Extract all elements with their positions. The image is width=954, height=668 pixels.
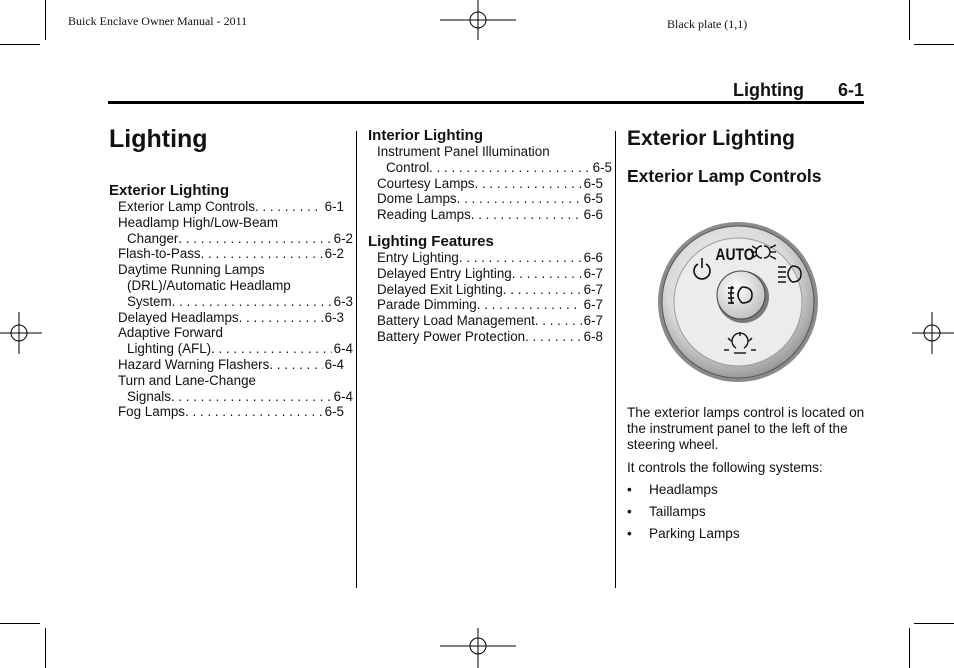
header-rule [108, 101, 864, 104]
toc-entry-text: System [127, 293, 172, 309]
toc-entry [118, 310, 344, 326]
toc-leader-dots [512, 266, 582, 282]
toc-list-features [377, 250, 603, 345]
toc-leader-dots [239, 310, 323, 326]
toc-entry [377, 329, 603, 345]
toc-entry-page: 6-3 [333, 293, 353, 309]
toc-leader-dots [535, 313, 582, 329]
toc-entry-text: Reading Lamps [377, 207, 471, 223]
toc-entry-text: Parade Dimming [377, 297, 477, 313]
bullet-item [627, 482, 867, 497]
toc-entry-text: Instrument Panel Illumination [377, 144, 550, 159]
toc-entry-text: Changer [127, 230, 179, 246]
toc-entry-text: Fog Lamps [118, 404, 185, 420]
toc-entry-page: 6-1 [324, 199, 344, 214]
toc-entry-text: Courtesy Lamps [377, 175, 475, 191]
toc-entry-text: Exterior Lamp Controls [118, 199, 255, 214]
toc-entry [118, 231, 353, 247]
toc-entry [377, 282, 603, 298]
toc-entry [118, 357, 344, 373]
toc-leader-dots [459, 250, 582, 266]
toc-entry [118, 373, 344, 389]
bullet-item [627, 504, 867, 519]
toc-entry-page: 6-5 [324, 404, 344, 420]
toc-entry [377, 313, 603, 329]
toc-entry-text: Flash-to-Pass [118, 246, 201, 262]
toc-entry-page: 6-6 [583, 250, 603, 265]
toc-entry-page: 6-7 [583, 265, 603, 281]
toc-entry-page: 6-5 [583, 175, 603, 191]
toc-entry [377, 297, 603, 313]
toc-entry-text: Delayed Exit Lighting [377, 281, 503, 297]
toc-entry-page: 6-4 [324, 356, 344, 372]
paragraph-location: The exterior lamps control is located on the instrument panel to the left of the steering wheel. [627, 405, 865, 452]
toc-entry-page: 6-5 [583, 191, 603, 207]
toc-entry-page: 6-6 [583, 207, 603, 223]
toc-entry-page: 6-7 [583, 297, 603, 313]
toc-entry [118, 246, 344, 262]
toc-entry-text: Adaptive Forward [118, 325, 223, 341]
toc-entry-page: 6-4 [333, 341, 353, 357]
registration-target-top [440, 0, 516, 40]
toc-entry-text: Turn and Lane-Change [118, 372, 256, 388]
toc-entry-text: Delayed Entry Lighting [377, 265, 512, 281]
toc-leader-dots [201, 246, 323, 262]
crop-mark [909, 628, 910, 668]
toc-entry [118, 404, 344, 420]
toc-entry-text: Dome Lamps [377, 191, 457, 207]
column-divider [356, 131, 357, 588]
crop-mark [0, 623, 40, 624]
toc-leader-dots [429, 160, 590, 176]
toc-entry [118, 262, 344, 278]
toc-entry-text: Delayed Headlamps [118, 309, 239, 325]
toc-entry-page: 6-3 [324, 309, 344, 325]
section-heading: Exterior Lighting [627, 127, 795, 150]
toc-entry [118, 341, 353, 357]
toc-leader-dots [178, 231, 331, 247]
toc-leader-dots [269, 357, 322, 373]
crop-mark [914, 44, 954, 45]
toc-entry [377, 207, 603, 223]
toc-list-exterior [118, 199, 353, 420]
registration-target-left [0, 312, 42, 354]
toc-entry-page: 6-7 [583, 313, 603, 329]
toc-leader-dots [525, 329, 582, 345]
toc-section-interior: Interior Lighting [368, 127, 483, 144]
toc-entry-text: Signals [127, 388, 171, 404]
toc-entry [377, 266, 603, 282]
toc-entry-page: 6-4 [333, 388, 353, 404]
bullet-dot: • [627, 482, 632, 497]
toc-entry-page: 6-5 [592, 159, 612, 175]
toc-entry [118, 199, 344, 215]
toc-entry-page: 6-8 [583, 328, 603, 344]
toc-leader-dots [172, 294, 332, 310]
bullet-text: Parking Lamps [649, 526, 740, 541]
toc-section-features: Lighting Features [368, 233, 494, 250]
column-divider [615, 131, 616, 588]
toc-entry [118, 389, 353, 405]
toc-entry [118, 278, 353, 294]
toc-entry-page: 6-2 [324, 246, 344, 262]
toc-leader-dots [185, 404, 323, 420]
crop-mark [0, 44, 40, 45]
bullet-text: Taillamps [649, 504, 706, 519]
toc-section-exterior: Exterior Lighting [109, 182, 229, 199]
subsection-heading: Exterior Lamp Controls [627, 166, 822, 186]
toc-entry [118, 215, 344, 231]
toc-entry-text: Daytime Running Lamps [118, 262, 265, 278]
running-head-title: Lighting [733, 80, 804, 100]
toc-list-interior [377, 144, 612, 223]
crop-mark [45, 628, 46, 668]
toc-entry [377, 191, 603, 207]
auto-label: AUTO [715, 245, 755, 265]
running-head-page: 6-1 [838, 80, 865, 100]
toc-entry-page: 6-2 [333, 230, 353, 246]
toc-entry-text: (DRL)/Automatic Headlamp [127, 277, 291, 293]
toc-entry-text: Control [386, 159, 430, 175]
toc-entry [377, 176, 603, 192]
toc-entry-page: 6-7 [583, 281, 603, 297]
toc-leader-dots [171, 389, 332, 405]
bullet-text: Headlamps [649, 482, 718, 497]
toc-entry-text: Headlamp High/Low-Beam [118, 214, 279, 230]
chapter-title: Lighting [109, 125, 208, 153]
toc-leader-dots [471, 207, 582, 223]
crop-mark [914, 623, 954, 624]
toc-entry-text: Entry Lighting [377, 250, 459, 265]
toc-leader-dots [477, 297, 582, 313]
bullet-list [627, 482, 867, 548]
toc-leader-dots [475, 176, 582, 192]
toc-entry-text: Battery Load Management [377, 313, 535, 329]
toc-entry-text: Lighting (AFL) [127, 341, 212, 357]
print-header-left: Buick Enclave Owner Manual - 2011 [68, 14, 248, 28]
toc-leader-dots [255, 199, 323, 215]
crop-mark [45, 0, 46, 40]
bullet-item [627, 526, 867, 541]
toc-entry [377, 144, 603, 160]
bullet-dot: • [627, 504, 632, 519]
toc-leader-dots [457, 191, 582, 207]
toc-leader-dots [503, 282, 582, 298]
print-header-right: Black plate (1,1) [667, 17, 748, 31]
exterior-lamp-control-figure [658, 218, 818, 388]
registration-target-right [912, 312, 954, 354]
toc-entry [118, 325, 344, 341]
toc-entry [377, 160, 612, 176]
toc-entry [118, 294, 353, 310]
paragraph-systems: It controls the following systems: [627, 460, 823, 475]
bullet-dot: • [627, 526, 632, 541]
toc-leader-dots [211, 341, 332, 357]
registration-target-bottom [440, 628, 516, 668]
toc-entry-text: Battery Power Protection [377, 328, 526, 344]
crop-mark [909, 0, 910, 40]
toc-entry-text: Hazard Warning Flashers [118, 356, 270, 372]
toc-entry [377, 250, 603, 266]
